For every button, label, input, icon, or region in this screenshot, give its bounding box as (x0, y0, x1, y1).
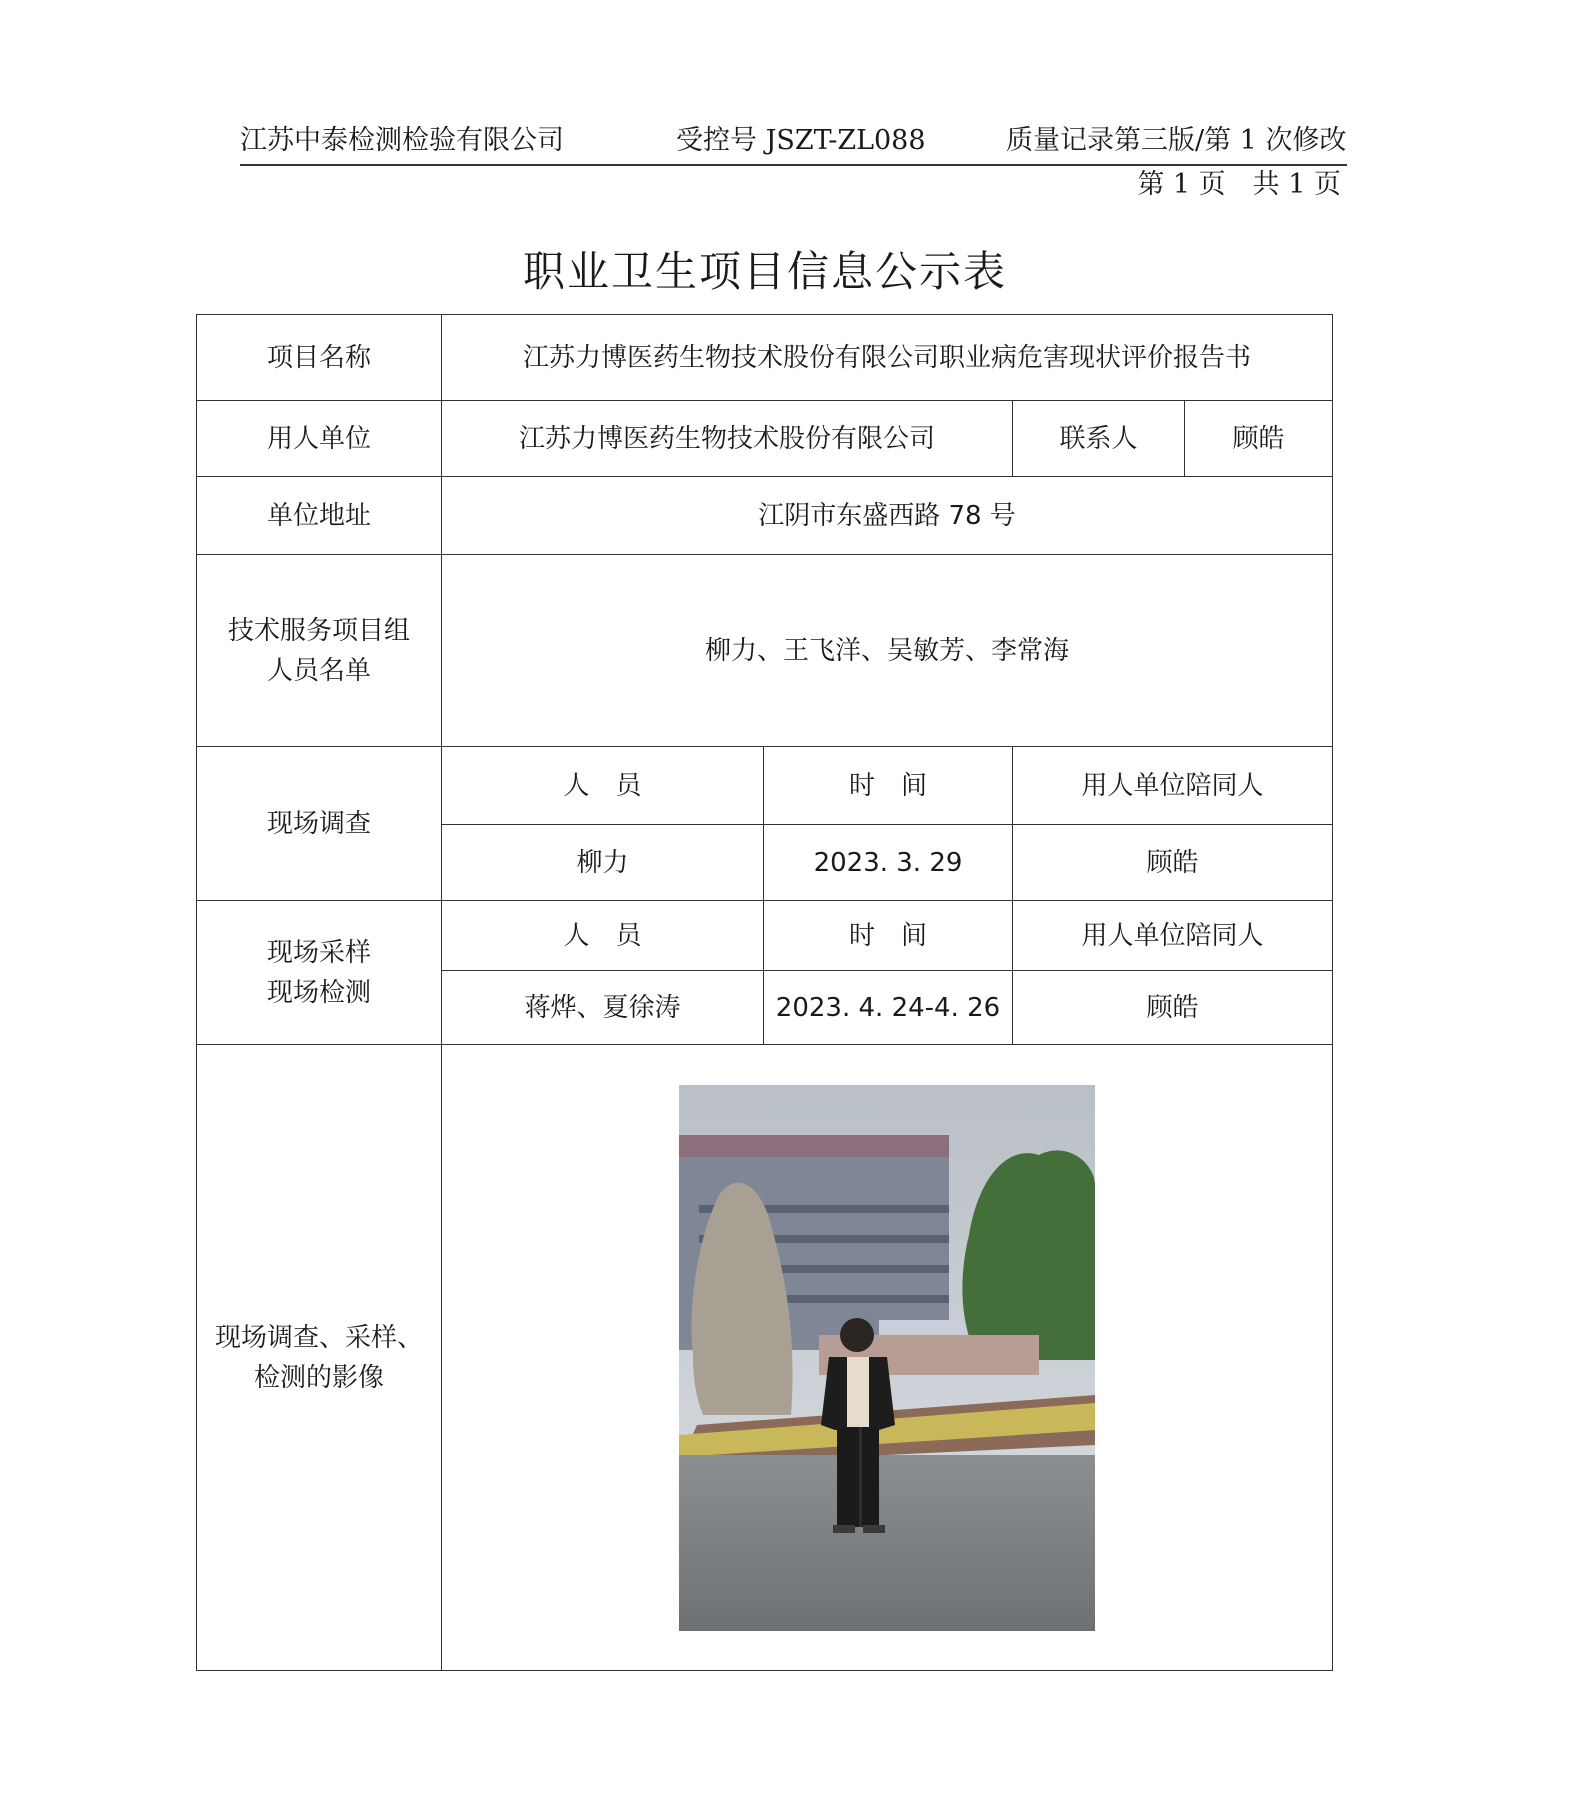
address-label: 单位地址 (197, 477, 442, 555)
survey-col-escort: 用人单位陪同人 (1013, 747, 1333, 825)
project-name-value: 江苏力博医药生物技术股份有限公司职业病危害现状评价报告书 (442, 315, 1333, 401)
sampling-person: 蒋烨、夏徐涛 (442, 971, 764, 1045)
site-photo (679, 1085, 1095, 1631)
employer-value: 江苏力博医药生物技术股份有限公司 (442, 401, 1013, 477)
image-label-line1: 现场调查、采样、 (214, 1322, 423, 1353)
survey-time: 2023. 3. 29 (764, 825, 1013, 901)
row-sampling-header (197, 901, 1333, 971)
team-label-line1: 技术服务项目组 (227, 615, 410, 646)
sampling-col-escort: 用人单位陪同人 (1013, 901, 1333, 971)
sampling-time: 2023. 4. 24-4. 26 (764, 971, 1013, 1045)
sampling-col-person: 人 员 (442, 901, 764, 971)
survey-escort: 顾皓 (1013, 825, 1333, 901)
contact-value: 顾皓 (1185, 401, 1333, 477)
image-label-line2: 检测的影像 (253, 1362, 384, 1393)
survey-col-person: 人 员 (442, 747, 764, 825)
sampling-label-line1: 现场采样 (266, 937, 371, 968)
document-title: 职业卫生项目信息公示表 (522, 247, 1007, 296)
sampling-label-line2: 现场检测 (266, 977, 371, 1008)
team-label (197, 555, 442, 747)
header-page-info: 第 1 页 共 1 页 (1137, 169, 1341, 200)
team-label-line2: 人员名单 (266, 655, 371, 686)
header-company: 江苏中泰检测检验有限公司 (240, 125, 564, 156)
employer-label: 用人单位 (197, 401, 442, 477)
row-team (197, 555, 1333, 747)
header-control-number: 受控号 JSZT-ZL088 (676, 125, 926, 156)
sampling-label (197, 901, 442, 1045)
image-cell (442, 1045, 1333, 1671)
row-employer (197, 401, 1333, 477)
sampling-escort: 顾皓 (1013, 971, 1333, 1045)
row-survey-header (197, 747, 1333, 825)
row-images (197, 1045, 1333, 1671)
address-value: 江阴市东盛西路 78 号 (442, 477, 1333, 555)
survey-label: 现场调查 (197, 747, 442, 901)
header-rule (240, 164, 1347, 166)
row-project-name (197, 315, 1333, 401)
project-info-table (196, 314, 1333, 1671)
survey-person: 柳力 (442, 825, 764, 901)
contact-label: 联系人 (1013, 401, 1185, 477)
image-label (197, 1045, 442, 1671)
row-address (197, 477, 1333, 555)
sampling-col-time: 时 间 (764, 901, 1013, 971)
team-value: 柳力、王飞洋、吴敏芳、李常海 (442, 555, 1333, 747)
project-name-label: 项目名称 (197, 315, 442, 401)
header-quality-record: 质量记录第三版/第 1 次修改 (1006, 125, 1347, 156)
survey-col-time: 时 间 (764, 747, 1013, 825)
